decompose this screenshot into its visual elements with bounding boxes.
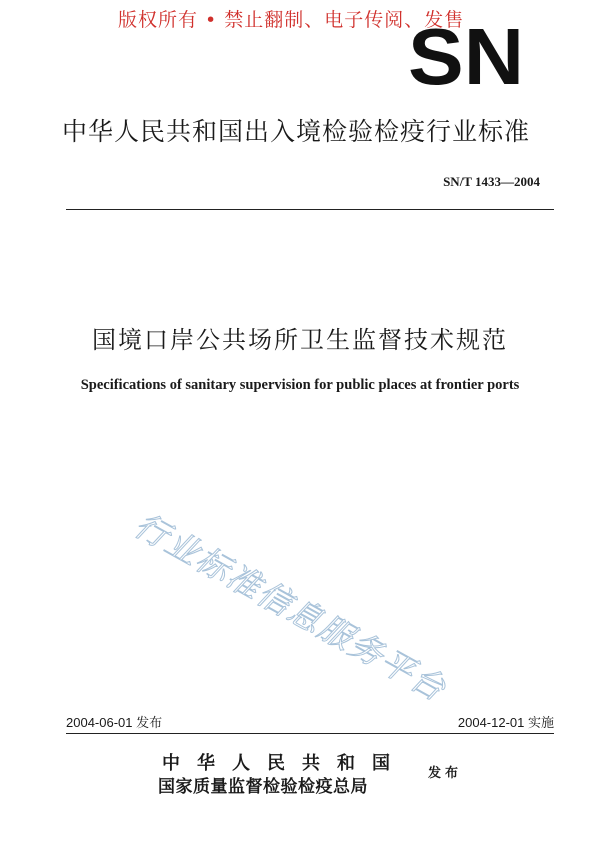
watermark (128, 500, 510, 710)
watermark-text: 行业标准信息服务平台 (128, 505, 454, 710)
document-title-english: Specifications of sanitary supervision for public places at frontier ports (80, 377, 520, 393)
footer-divider (66, 733, 554, 734)
issuer-agency: 国家质量监督检验检疫总局 (158, 777, 368, 797)
header-divider (66, 209, 554, 210)
copyright-notice-text: 版权所有 • 禁止翻制、电子传阅、发售 (118, 9, 465, 31)
standard-code: SN/T 1433—2004 (443, 174, 540, 189)
document-title-chinese: 国境口岸公共场所卫生监督技术规范 (92, 326, 508, 354)
issuer-action: 发布 (428, 766, 463, 781)
issuer-country: 中华人民共和国 (162, 753, 407, 774)
sn-logo-text: SN (408, 22, 524, 88)
industry-standard-title: 中华人民共和国出入境检验检疫行业标准 (62, 117, 531, 146)
sn-logo (406, 22, 526, 88)
implementation-date: 2004-12-01 实施 (457, 715, 554, 730)
issue-date: 2004-06-01 发布 (66, 715, 163, 730)
